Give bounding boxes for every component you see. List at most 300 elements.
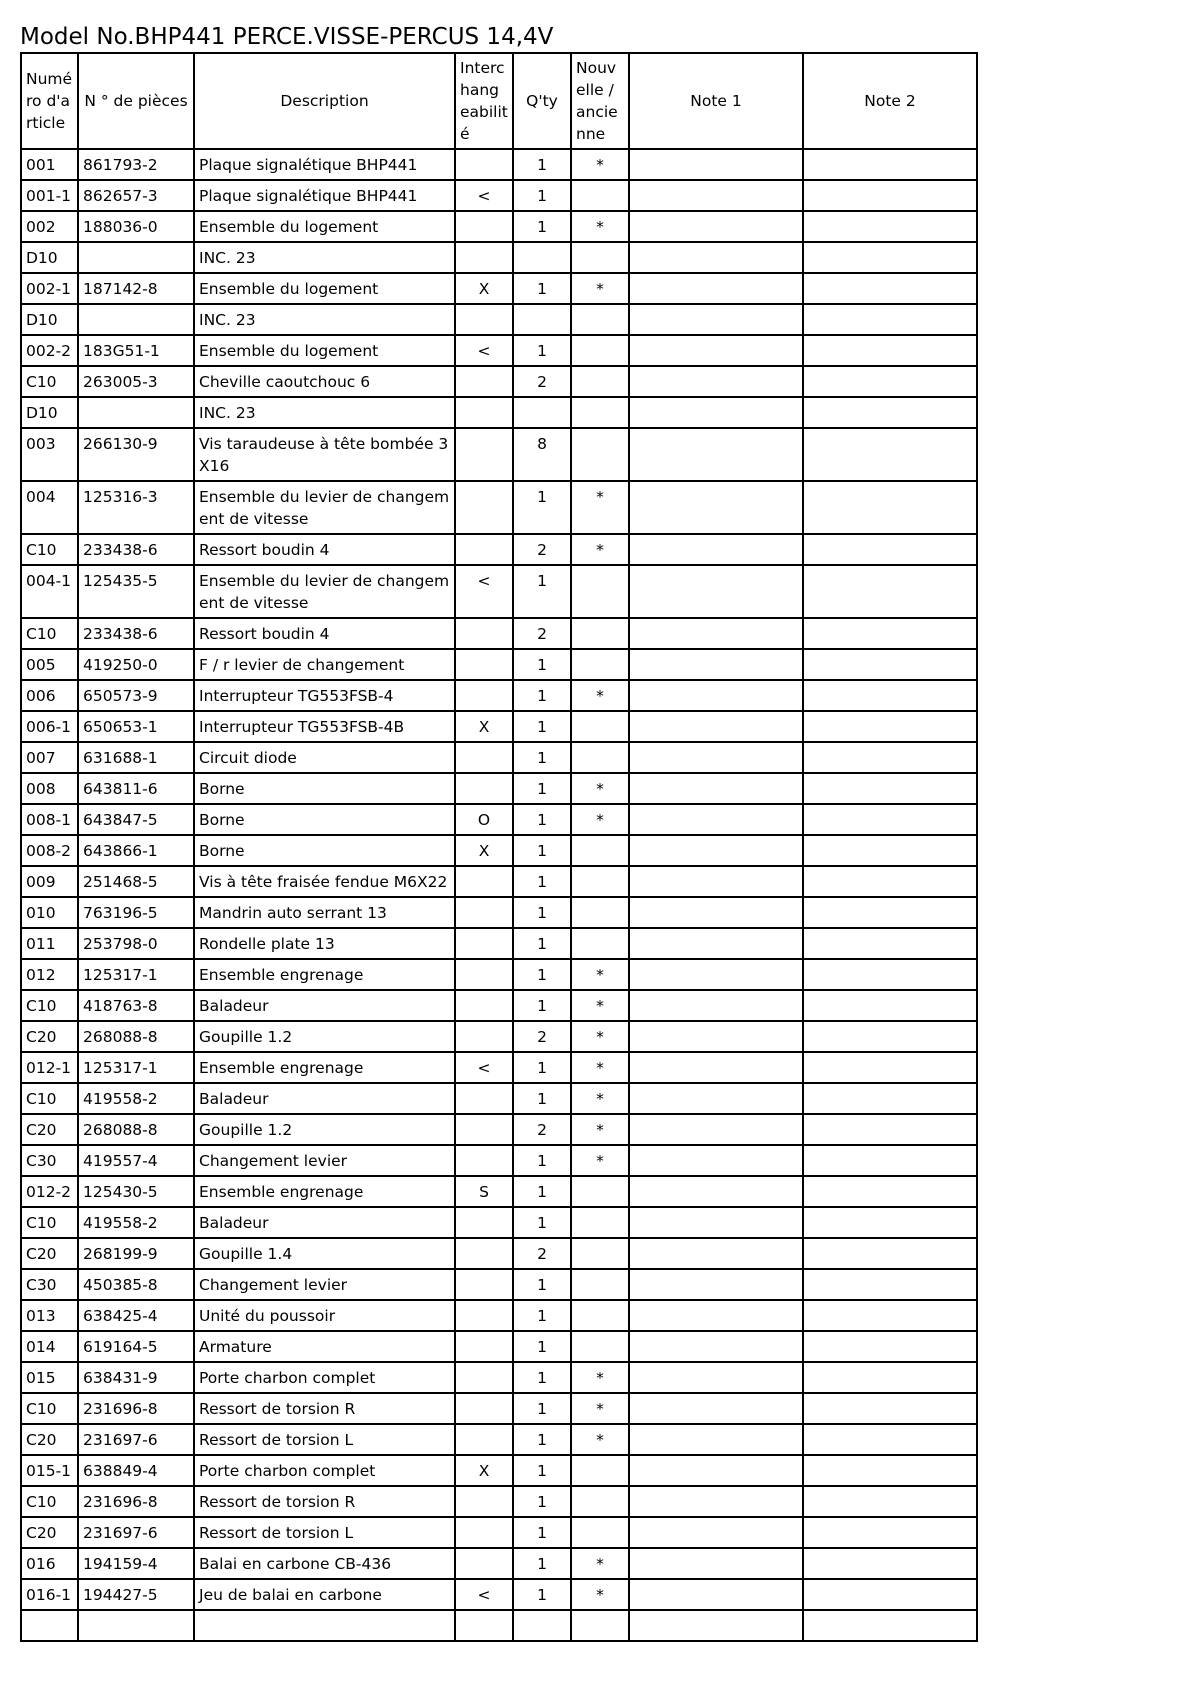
cell-new-old: * bbox=[571, 1393, 629, 1424]
cell-description: F / r levier de changement bbox=[194, 649, 455, 680]
table-row bbox=[21, 1579, 977, 1610]
table-row bbox=[21, 990, 977, 1021]
cell-note2 bbox=[803, 1486, 977, 1517]
cell-item-no: C20 bbox=[21, 1517, 78, 1548]
cell-item-no: 001 bbox=[21, 149, 78, 180]
cell-qty: 1 bbox=[513, 804, 571, 835]
cell-qty: 1 bbox=[513, 1052, 571, 1083]
cell-new-old bbox=[571, 1486, 629, 1517]
cell-qty bbox=[513, 242, 571, 273]
cell-part-no bbox=[78, 397, 194, 428]
cell-interchangeability bbox=[455, 1548, 513, 1579]
cell-qty: 1 bbox=[513, 742, 571, 773]
cell-qty: 1 bbox=[513, 273, 571, 304]
cell-item-no: C10 bbox=[21, 1393, 78, 1424]
cell-note1 bbox=[629, 149, 803, 180]
cell-description: Borne bbox=[194, 773, 455, 804]
cell-interchangeability bbox=[455, 1145, 513, 1176]
cell-item-no: C10 bbox=[21, 1207, 78, 1238]
cell-new-old bbox=[571, 649, 629, 680]
cell-part-no: 861793-2 bbox=[78, 149, 194, 180]
cell-note2 bbox=[803, 618, 977, 649]
cell-part-no: 643811-6 bbox=[78, 773, 194, 804]
cell-qty: 1 bbox=[513, 211, 571, 242]
col-header-qty: Q'ty bbox=[513, 53, 571, 149]
cell-note1 bbox=[629, 866, 803, 897]
cell-item-no: 012 bbox=[21, 959, 78, 990]
cell-part-no: 619164-5 bbox=[78, 1331, 194, 1362]
cell-note1 bbox=[629, 1176, 803, 1207]
cell-qty: 2 bbox=[513, 366, 571, 397]
cell-description: Unité du poussoir bbox=[194, 1300, 455, 1331]
cell-qty: 1 bbox=[513, 897, 571, 928]
cell-item-no: C10 bbox=[21, 534, 78, 565]
cell-part-no: 643866-1 bbox=[78, 835, 194, 866]
cell-part-no: 268088-8 bbox=[78, 1114, 194, 1145]
cell-new-old bbox=[571, 866, 629, 897]
cell-description: Ressort de torsion R bbox=[194, 1486, 455, 1517]
cell-new-old bbox=[571, 1300, 629, 1331]
cell-description: Goupille 1.2 bbox=[194, 1021, 455, 1052]
cell-note2 bbox=[803, 680, 977, 711]
cell-interchangeability bbox=[455, 1393, 513, 1424]
cell-qty: 1 bbox=[513, 1207, 571, 1238]
cell-description: Ressort de torsion L bbox=[194, 1424, 455, 1455]
cell-note1 bbox=[629, 990, 803, 1021]
table-row bbox=[21, 618, 977, 649]
cell-new-old bbox=[571, 1238, 629, 1269]
cell-new-old bbox=[571, 1207, 629, 1238]
cell-part-no: 194159-4 bbox=[78, 1548, 194, 1579]
cell-note1 bbox=[629, 397, 803, 428]
cell-note1 bbox=[629, 1238, 803, 1269]
cell-note2 bbox=[803, 1176, 977, 1207]
col-header-part-no: N ° de pièces bbox=[78, 53, 194, 149]
cell-description: Baladeur bbox=[194, 990, 455, 1021]
cell-qty bbox=[513, 397, 571, 428]
cell-note1 bbox=[629, 1579, 803, 1610]
cell-note1 bbox=[629, 481, 803, 534]
cell-part-no: 125435-5 bbox=[78, 565, 194, 618]
cell-note2 bbox=[803, 335, 977, 366]
cell-note2 bbox=[803, 1579, 977, 1610]
table-row bbox=[21, 565, 977, 618]
cell-description: Ensemble du logement bbox=[194, 335, 455, 366]
cell-qty: 1 bbox=[513, 149, 571, 180]
cell-new-old: * bbox=[571, 990, 629, 1021]
cell-new-old: * bbox=[571, 1145, 629, 1176]
cell-note1 bbox=[629, 1362, 803, 1393]
cell-note2 bbox=[803, 1083, 977, 1114]
cell-qty: 1 bbox=[513, 1176, 571, 1207]
cell-note2 bbox=[803, 149, 977, 180]
cell-note2 bbox=[803, 1548, 977, 1579]
cell-part-no bbox=[78, 242, 194, 273]
cell-item-no: 012-1 bbox=[21, 1052, 78, 1083]
cell-qty: 1 bbox=[513, 1083, 571, 1114]
cell-description: Plaque signalétique BHP441 bbox=[194, 180, 455, 211]
cell-qty: 1 bbox=[513, 990, 571, 1021]
cell-item-no: 001-1 bbox=[21, 180, 78, 211]
cell-new-old bbox=[571, 928, 629, 959]
cell-description: Borne bbox=[194, 804, 455, 835]
cell-description: Goupille 1.2 bbox=[194, 1114, 455, 1145]
page-title: Model No.BHP441 PERCE.VISSE-PERCUS 14,4V bbox=[20, 24, 554, 50]
cell-note1 bbox=[629, 1269, 803, 1300]
cell-new-old: * bbox=[571, 273, 629, 304]
cell-item-no: D10 bbox=[21, 304, 78, 335]
cell-note2 bbox=[803, 428, 977, 481]
cell-new-old bbox=[571, 366, 629, 397]
cell-new-old bbox=[571, 1176, 629, 1207]
cell-qty: 1 bbox=[513, 711, 571, 742]
table-row bbox=[21, 149, 977, 180]
cell-item-no: C20 bbox=[21, 1424, 78, 1455]
cell-new-old bbox=[571, 618, 629, 649]
cell-note1 bbox=[629, 304, 803, 335]
cell-note2 bbox=[803, 804, 977, 835]
cell-description: Vis à tête fraisée fendue M6X22 bbox=[194, 866, 455, 897]
cell-qty: 1 bbox=[513, 1145, 571, 1176]
cell-item-no: 003 bbox=[21, 428, 78, 481]
table-row bbox=[21, 1083, 977, 1114]
cell-new-old: * bbox=[571, 804, 629, 835]
cell-qty: 2 bbox=[513, 1238, 571, 1269]
cell-note2 bbox=[803, 835, 977, 866]
cell-new-old: * bbox=[571, 773, 629, 804]
cell-description: Plaque signalétique BHP441 bbox=[194, 149, 455, 180]
cell-note1 bbox=[629, 1517, 803, 1548]
cell-note2 bbox=[803, 649, 977, 680]
table-body bbox=[21, 149, 977, 1641]
cell-item-no: 012-2 bbox=[21, 1176, 78, 1207]
cell-part-no: 268088-8 bbox=[78, 1021, 194, 1052]
cell-description: Cheville caoutchouc 6 bbox=[194, 366, 455, 397]
table-row bbox=[21, 1052, 977, 1083]
cell-interchangeability bbox=[455, 897, 513, 928]
table-row bbox=[21, 897, 977, 928]
cell-qty: 1 bbox=[513, 773, 571, 804]
cell-part-no: 253798-0 bbox=[78, 928, 194, 959]
cell-interchangeability: < bbox=[455, 565, 513, 618]
cell-qty: 1 bbox=[513, 1455, 571, 1486]
cell-interchangeability: X bbox=[455, 1455, 513, 1486]
cell-description: Porte charbon complet bbox=[194, 1362, 455, 1393]
cell-note2 bbox=[803, 928, 977, 959]
cell-note1 bbox=[629, 1486, 803, 1517]
cell-qty: 1 bbox=[513, 928, 571, 959]
cell-note2 bbox=[803, 180, 977, 211]
cell-interchangeability bbox=[455, 481, 513, 534]
cell-new-old bbox=[571, 428, 629, 481]
cell-note2 bbox=[803, 1517, 977, 1548]
cell-part-no: 231696-8 bbox=[78, 1393, 194, 1424]
cell-qty: 1 bbox=[513, 1486, 571, 1517]
cell-note1 bbox=[629, 565, 803, 618]
cell-part-no: 125317-1 bbox=[78, 1052, 194, 1083]
cell-qty bbox=[513, 304, 571, 335]
table-row bbox=[21, 366, 977, 397]
cell-interchangeability: < bbox=[455, 1052, 513, 1083]
table-row bbox=[21, 1238, 977, 1269]
table-row bbox=[21, 1021, 977, 1052]
cell-description: Ressort de torsion L bbox=[194, 1517, 455, 1548]
cell-interchangeability: < bbox=[455, 335, 513, 366]
cell-interchangeability bbox=[455, 211, 513, 242]
cell-part-no: 631688-1 bbox=[78, 742, 194, 773]
cell-new-old: * bbox=[571, 211, 629, 242]
parts-table bbox=[20, 52, 978, 1642]
cell-interchangeability bbox=[455, 1300, 513, 1331]
cell-note2 bbox=[803, 1114, 977, 1145]
cell-item-no: 009 bbox=[21, 866, 78, 897]
cell-part-no: 233438-6 bbox=[78, 618, 194, 649]
cell-qty: 1 bbox=[513, 835, 571, 866]
cell-item-no: 004 bbox=[21, 481, 78, 534]
cell-part-no: 638431-9 bbox=[78, 1362, 194, 1393]
cell-interchangeability bbox=[455, 618, 513, 649]
cell-note1 bbox=[629, 804, 803, 835]
cell-note2 bbox=[803, 1393, 977, 1424]
cell-item-no: 010 bbox=[21, 897, 78, 928]
cell-qty: 1 bbox=[513, 335, 571, 366]
cell-item-no: C20 bbox=[21, 1114, 78, 1145]
cell-item-no: C10 bbox=[21, 618, 78, 649]
cell-interchangeability: < bbox=[455, 1579, 513, 1610]
cell-empty bbox=[78, 1610, 194, 1641]
cell-new-old bbox=[571, 304, 629, 335]
cell-note1 bbox=[629, 180, 803, 211]
cell-note1 bbox=[629, 335, 803, 366]
cell-interchangeability bbox=[455, 428, 513, 481]
cell-description: Ressort de torsion R bbox=[194, 1393, 455, 1424]
cell-note2 bbox=[803, 211, 977, 242]
cell-interchangeability bbox=[455, 149, 513, 180]
cell-new-old: * bbox=[571, 1362, 629, 1393]
cell-part-no: 638425-4 bbox=[78, 1300, 194, 1331]
cell-new-old bbox=[571, 1331, 629, 1362]
table-row bbox=[21, 1331, 977, 1362]
cell-note2 bbox=[803, 773, 977, 804]
cell-item-no: C20 bbox=[21, 1238, 78, 1269]
cell-description: Ressort boudin 4 bbox=[194, 534, 455, 565]
cell-new-old: * bbox=[571, 481, 629, 534]
cell-note1 bbox=[629, 1083, 803, 1114]
cell-item-no: 002 bbox=[21, 211, 78, 242]
cell-description: Changement levier bbox=[194, 1145, 455, 1176]
cell-part-no: 188036-0 bbox=[78, 211, 194, 242]
cell-qty: 2 bbox=[513, 534, 571, 565]
cell-note1 bbox=[629, 1114, 803, 1145]
cell-note1 bbox=[629, 680, 803, 711]
cell-description: Baladeur bbox=[194, 1083, 455, 1114]
cell-qty: 2 bbox=[513, 1114, 571, 1145]
table-row bbox=[21, 680, 977, 711]
cell-description: INC. 23 bbox=[194, 304, 455, 335]
cell-part-no: 263005-3 bbox=[78, 366, 194, 397]
cell-new-old bbox=[571, 711, 629, 742]
cell-note1 bbox=[629, 1207, 803, 1238]
table-row bbox=[21, 180, 977, 211]
cell-item-no: 008-1 bbox=[21, 804, 78, 835]
cell-item-no: 007 bbox=[21, 742, 78, 773]
col-header-new-old: Nouvelle / ancienne bbox=[571, 53, 629, 149]
table-row bbox=[21, 1269, 977, 1300]
table-row-empty bbox=[21, 1610, 977, 1641]
cell-item-no: 008 bbox=[21, 773, 78, 804]
cell-new-old bbox=[571, 1517, 629, 1548]
cell-interchangeability bbox=[455, 1331, 513, 1362]
cell-part-no: 233438-6 bbox=[78, 534, 194, 565]
cell-empty bbox=[803, 1610, 977, 1641]
cell-part-no: 650653-1 bbox=[78, 711, 194, 742]
table-row bbox=[21, 835, 977, 866]
cell-part-no: 268199-9 bbox=[78, 1238, 194, 1269]
cell-new-old bbox=[571, 335, 629, 366]
cell-note2 bbox=[803, 897, 977, 928]
table-row bbox=[21, 1300, 977, 1331]
cell-description: Vis taraudeuse à tête bombée 3X16 bbox=[194, 428, 455, 481]
cell-item-no: 002-1 bbox=[21, 273, 78, 304]
cell-note2 bbox=[803, 304, 977, 335]
cell-qty: 1 bbox=[513, 866, 571, 897]
cell-new-old: * bbox=[571, 1083, 629, 1114]
cell-item-no: C10 bbox=[21, 1083, 78, 1114]
cell-new-old: * bbox=[571, 149, 629, 180]
cell-note2 bbox=[803, 242, 977, 273]
cell-new-old bbox=[571, 242, 629, 273]
cell-new-old: * bbox=[571, 1548, 629, 1579]
cell-note1 bbox=[629, 366, 803, 397]
cell-qty: 1 bbox=[513, 1517, 571, 1548]
cell-note2 bbox=[803, 866, 977, 897]
cell-item-no: 002-2 bbox=[21, 335, 78, 366]
cell-description: Ressort boudin 4 bbox=[194, 618, 455, 649]
cell-item-no: 005 bbox=[21, 649, 78, 680]
cell-item-no: 004-1 bbox=[21, 565, 78, 618]
cell-item-no: D10 bbox=[21, 397, 78, 428]
cell-note1 bbox=[629, 1021, 803, 1052]
cell-description: Ensemble du logement bbox=[194, 273, 455, 304]
cell-note1 bbox=[629, 1052, 803, 1083]
table-row bbox=[21, 742, 977, 773]
cell-part-no: 450385-8 bbox=[78, 1269, 194, 1300]
table-row bbox=[21, 428, 977, 481]
cell-part-no: 231697-6 bbox=[78, 1517, 194, 1548]
cell-qty: 1 bbox=[513, 565, 571, 618]
cell-new-old bbox=[571, 1269, 629, 1300]
cell-qty: 1 bbox=[513, 959, 571, 990]
cell-new-old: * bbox=[571, 959, 629, 990]
cell-item-no: 008-2 bbox=[21, 835, 78, 866]
cell-interchangeability bbox=[455, 1517, 513, 1548]
cell-note2 bbox=[803, 1238, 977, 1269]
cell-interchangeability bbox=[455, 1114, 513, 1145]
cell-new-old bbox=[571, 397, 629, 428]
cell-description: Ensemble du levier de changement de vitesse bbox=[194, 565, 455, 618]
cell-qty: 1 bbox=[513, 1579, 571, 1610]
cell-description: Ensemble du logement bbox=[194, 211, 455, 242]
cell-new-old bbox=[571, 835, 629, 866]
cell-note2 bbox=[803, 742, 977, 773]
cell-item-no: 011 bbox=[21, 928, 78, 959]
cell-description: Circuit diode bbox=[194, 742, 455, 773]
cell-description: Ensemble engrenage bbox=[194, 1176, 455, 1207]
cell-item-no: C10 bbox=[21, 366, 78, 397]
cell-item-no: 015-1 bbox=[21, 1455, 78, 1486]
cell-description: INC. 23 bbox=[194, 397, 455, 428]
cell-item-no: C20 bbox=[21, 1021, 78, 1052]
table-row bbox=[21, 1176, 977, 1207]
cell-new-old bbox=[571, 180, 629, 211]
cell-part-no: 862657-3 bbox=[78, 180, 194, 211]
cell-part-no: 418763-8 bbox=[78, 990, 194, 1021]
cell-description: Ensemble engrenage bbox=[194, 959, 455, 990]
cell-interchangeability: S bbox=[455, 1176, 513, 1207]
cell-interchangeability: X bbox=[455, 835, 513, 866]
cell-new-old bbox=[571, 565, 629, 618]
cell-interchangeability bbox=[455, 866, 513, 897]
cell-interchangeability bbox=[455, 773, 513, 804]
cell-note2 bbox=[803, 1362, 977, 1393]
cell-interchangeability bbox=[455, 534, 513, 565]
cell-note1 bbox=[629, 835, 803, 866]
cell-interchangeability: O bbox=[455, 804, 513, 835]
table-row bbox=[21, 959, 977, 990]
col-header-note2: Note 2 bbox=[803, 53, 977, 149]
cell-interchangeability bbox=[455, 1238, 513, 1269]
cell-interchangeability bbox=[455, 1269, 513, 1300]
cell-note2 bbox=[803, 1455, 977, 1486]
cell-new-old: * bbox=[571, 1579, 629, 1610]
table-row bbox=[21, 1548, 977, 1579]
cell-note2 bbox=[803, 1269, 977, 1300]
cell-part-no: 231696-8 bbox=[78, 1486, 194, 1517]
cell-note2 bbox=[803, 1424, 977, 1455]
cell-description: Mandrin auto serrant 13 bbox=[194, 897, 455, 928]
cell-interchangeability bbox=[455, 366, 513, 397]
cell-note1 bbox=[629, 1300, 803, 1331]
cell-new-old: * bbox=[571, 1052, 629, 1083]
table-row bbox=[21, 928, 977, 959]
cell-note1 bbox=[629, 1424, 803, 1455]
cell-empty bbox=[194, 1610, 455, 1641]
cell-note2 bbox=[803, 397, 977, 428]
cell-empty bbox=[21, 1610, 78, 1641]
cell-note1 bbox=[629, 534, 803, 565]
cell-note1 bbox=[629, 618, 803, 649]
cell-item-no: 015 bbox=[21, 1362, 78, 1393]
table-row bbox=[21, 773, 977, 804]
cell-qty: 2 bbox=[513, 1021, 571, 1052]
cell-note2 bbox=[803, 1300, 977, 1331]
cell-note2 bbox=[803, 565, 977, 618]
cell-part-no: 125317-1 bbox=[78, 959, 194, 990]
cell-note2 bbox=[803, 1207, 977, 1238]
cell-qty: 1 bbox=[513, 1269, 571, 1300]
cell-qty: 1 bbox=[513, 1393, 571, 1424]
cell-description: Interrupteur TG553FSB-4 bbox=[194, 680, 455, 711]
cell-interchangeability bbox=[455, 1486, 513, 1517]
cell-new-old bbox=[571, 897, 629, 928]
cell-note1 bbox=[629, 273, 803, 304]
cell-note2 bbox=[803, 990, 977, 1021]
cell-qty: 1 bbox=[513, 180, 571, 211]
cell-part-no bbox=[78, 304, 194, 335]
cell-new-old: * bbox=[571, 1021, 629, 1052]
cell-note2 bbox=[803, 273, 977, 304]
cell-qty: 2 bbox=[513, 618, 571, 649]
